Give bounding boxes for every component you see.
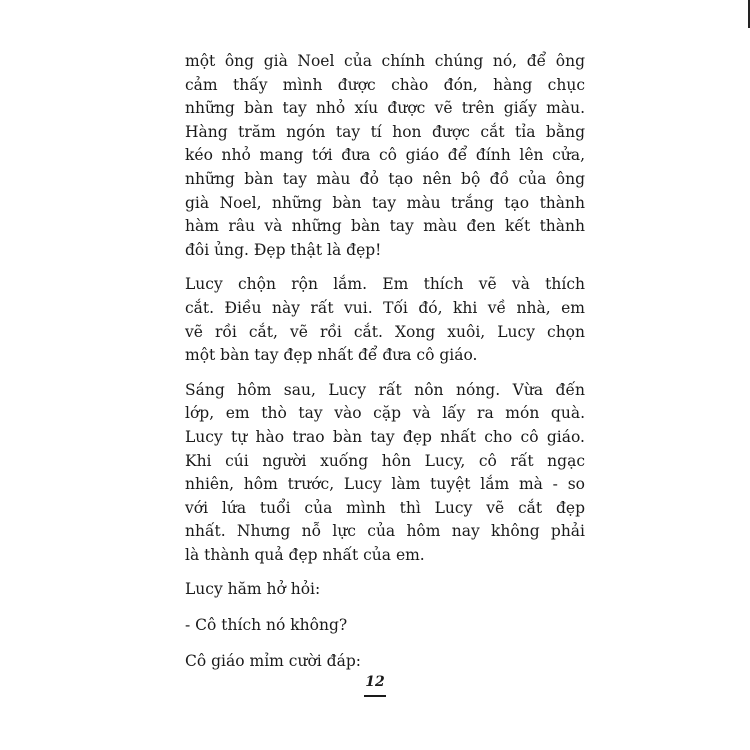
text-line: kéo nhỏ mang tới đưa cô giáo để đính lên cửa, [185,146,585,165]
page-text [185,50,585,685]
text-line: lớp, em thò tay vào cặp và lấy ra món quà. [185,404,585,423]
text-line: Khi cúi người xuống hôn Lucy, cô rất ngạc [185,451,585,470]
text-line: với lứa tuổi của mình thì Lucy vẽ cắt đẹp [185,498,585,517]
text-line: Sáng hôm sau, Lucy rất nôn nóng. Vừa đến [185,380,585,399]
text-line: là thành quả đẹp nhất của em. [185,545,425,564]
page-number-underline [364,695,386,697]
text-line: nhất. Nhưng nỗ lực của hôm nay không phải [185,522,585,541]
text-line: nhiên, hôm trước, Lucy làm tuyệt lắm mà - so [185,475,585,494]
text-line: những bàn tay nhỏ xíu được vẽ trên giấy màu. [185,99,585,118]
dialog-line: Lucy hăm hở hỏi: [185,580,321,599]
text-line: đôi ủng. Đẹp thật là đẹp! [185,240,382,259]
paragraph-2 [185,273,585,367]
dialog-line: Cô giáo mỉm cười đáp: [185,651,361,670]
text-line: một ông già Noel của chính chúng nó, để ông [185,52,585,70]
text-line: Hàng trăm ngón tay tí hon được cắt tỉa bằng [185,122,585,141]
text-line: Lucy chộn rộn lắm. Em thích vẽ và thích [185,275,585,294]
text-line: vẽ rồi cắt, vẽ rồi cắt. Xong xuôi, Lucy chọn [185,322,585,341]
text-line: Lucy tự hào trao bàn tay đẹp nhất cho cô giáo. [185,427,585,446]
text-line: cảm thấy mình được chào đón, hàng chục [185,75,585,94]
text-line: cắt. Điều này rất vui. Tối đó, khi về nhà, em [185,298,585,317]
paragraph-3 [185,379,585,568]
text-line: những bàn tay màu đỏ tạo nên bộ đồ của ông [185,169,585,188]
paragraph-1 [185,50,585,262]
page-number: 12 [365,674,385,690]
text-line: già Noel, những bàn tay màu trắng tạo thành [185,193,585,212]
text-line: hàm râu và những bàn tay màu đen kết thành [185,217,585,236]
text-line: một bàn tay đẹp nhất để đưa cô giáo. [185,346,478,365]
dialog-line: - Cô thích nó không? [185,616,348,635]
